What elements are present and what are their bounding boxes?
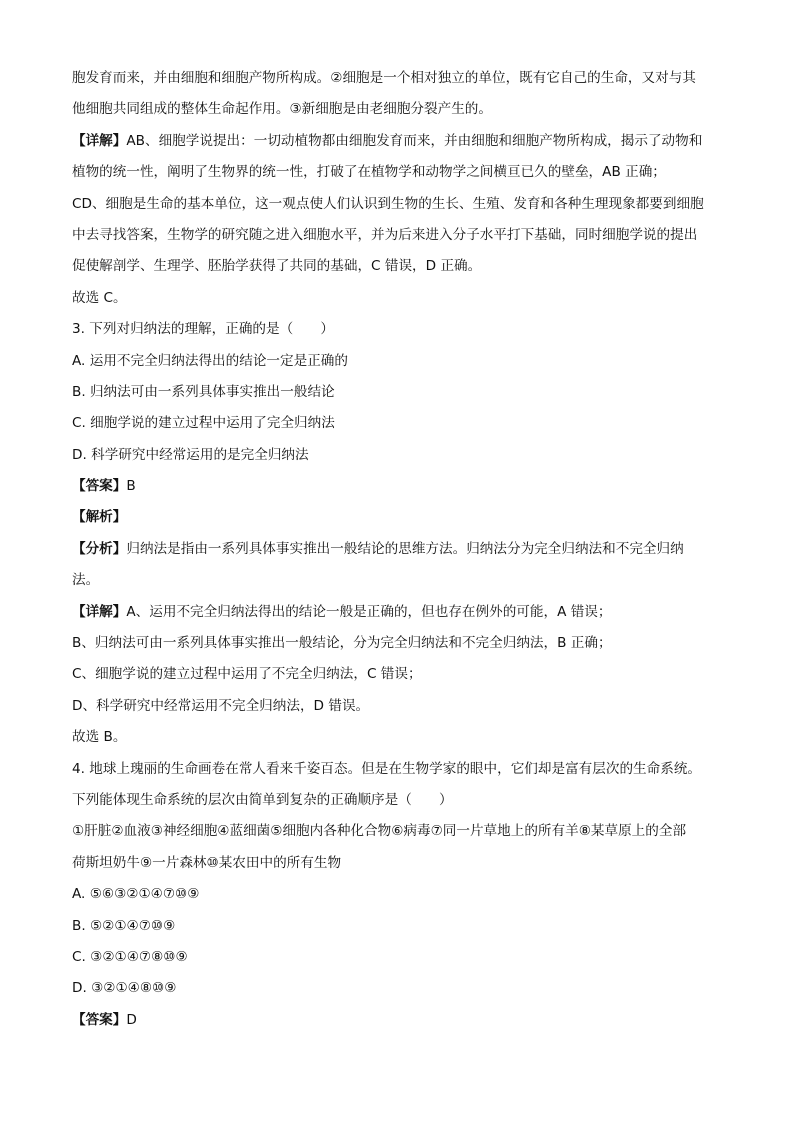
option-a bbox=[72, 346, 732, 377]
text-line bbox=[72, 94, 732, 125]
text-line bbox=[72, 848, 732, 879]
text-line bbox=[72, 816, 732, 847]
line-text: D、科学研究中经常运用不完全归纳法，D 错误。 bbox=[72, 697, 370, 714]
text-line bbox=[72, 126, 732, 157]
section-tag: 【详解】 bbox=[72, 603, 127, 620]
option-c bbox=[72, 408, 732, 439]
line-text: 植物的统一性，阐明了生物界的统一性，打破了在植物学和动物学之间横亘已久的壁垒，AB 正确； bbox=[72, 164, 666, 181]
option-b bbox=[72, 911, 732, 942]
section-tag: 【答案】 bbox=[72, 478, 127, 495]
text-line bbox=[72, 565, 732, 596]
line-text: 胞发育而来，并由细胞和细胞产物所构成。②细胞是一个相对独立的单位，既有它自己的生命，又对与其 bbox=[72, 70, 696, 86]
line-text: 法。 bbox=[72, 572, 100, 589]
text-line bbox=[72, 283, 732, 314]
question-stem bbox=[72, 754, 732, 785]
line-text: 归纳法是指由一系列具体事实推出一般结论的思维方法。归纳法分为完全归纳法和不完全归纳 bbox=[126, 540, 684, 557]
section-tag: 【答案】 bbox=[72, 1011, 127, 1028]
line-text: B bbox=[126, 478, 136, 495]
line-text: B. ⑤②①④⑦⑩⑨ bbox=[72, 917, 176, 934]
text-line bbox=[72, 251, 732, 282]
option-a bbox=[72, 879, 732, 910]
line-text: A. 运用不完全归纳法得出的结论一定是正确的 bbox=[72, 352, 348, 369]
line-text: D. ③②①④⑧⑩⑨ bbox=[72, 980, 177, 997]
line-text: CD、细胞是生命的基本单位，这一观点使人们认识到生物的生长、生殖、发育和各种生理现象都要到细胞 bbox=[72, 195, 704, 212]
text-line bbox=[72, 189, 732, 220]
line-text: D. 科学研究中经常运用的是完全归纳法 bbox=[72, 446, 309, 463]
analysis-heading bbox=[72, 502, 732, 533]
line-text: 故选 B。 bbox=[72, 729, 127, 746]
text-line bbox=[72, 628, 732, 659]
line-text: B、归纳法可由一系列具体事实推出一般结论，分为完全归纳法和不完全归纳法，B 正确； bbox=[72, 635, 612, 652]
line-text: AB、细胞学说提出：一切动植物都由细胞发育而来，并由细胞和细胞产物所构成，揭示了动物和 bbox=[126, 132, 703, 149]
line-text: C、细胞学说的建立过程中运用了不完全归纳法，C 错误； bbox=[72, 666, 422, 683]
line-text: 他细胞共同组成的整体生命起作用。③新细胞是由老细胞分裂产生的。 bbox=[72, 101, 492, 118]
section-tag: 【分析】 bbox=[72, 540, 127, 557]
answer-line bbox=[72, 1005, 732, 1036]
section-tag: 【详解】 bbox=[72, 132, 127, 149]
line-text: B. 归纳法可由一系列具体事实推出一般结论 bbox=[72, 383, 335, 400]
answer-line bbox=[72, 471, 732, 502]
line-text: 荷斯坦奶牛⑨一片森林⑩某农田中的所有生物 bbox=[72, 854, 342, 871]
line-text: D bbox=[126, 1011, 137, 1028]
text-line bbox=[72, 157, 732, 188]
document-page bbox=[72, 63, 732, 1036]
text-line bbox=[72, 785, 732, 816]
text-line bbox=[72, 597, 732, 628]
option-c bbox=[72, 942, 732, 973]
line-text: 下列能体现生命系统的层次由简单到复杂的正确顺序是（ ） bbox=[72, 791, 453, 808]
text-line bbox=[72, 691, 732, 722]
line-text: 促使解剖学、生理学、胚胎学获得了共同的基础，C 错误，D 正确。 bbox=[72, 258, 482, 275]
option-b bbox=[72, 377, 732, 408]
line-text: A. ⑤⑥③②①④⑦⑩⑨ bbox=[72, 886, 200, 903]
text-line bbox=[72, 63, 732, 94]
line-text: C. 细胞学说的建立过程中运用了完全归纳法 bbox=[72, 415, 335, 432]
line-text: 中去寻找答案，生物学的研究随之进入细胞水平，并为后来进入分子水平打下基础，同时细胞学说的提出 bbox=[72, 226, 698, 243]
section-tag: 【解析】 bbox=[72, 509, 127, 526]
line-text: A、运用不完全归纳法得出的结论一般是正确的，但也存在例外的可能，A 错误； bbox=[126, 603, 612, 620]
text-line bbox=[72, 534, 732, 565]
line-text: 3. 下列对归纳法的理解，正确的是（ ） bbox=[72, 321, 334, 338]
option-d bbox=[72, 440, 732, 471]
line-text: ①肝脏②血液③神经细胞④蓝细菌⑤细胞内各种化合物⑥病毒⑦同一片草地上的所有羊⑧某草原上的全部 bbox=[72, 823, 687, 840]
text-line bbox=[72, 722, 732, 753]
line-text: C. ③②①④⑦⑧⑩⑨ bbox=[72, 948, 188, 965]
line-text: 4. 地球上瑰丽的生命画卷在常人看来千姿百态。但是在生物学家的眼中，它们却是富有层次的生命系统。 bbox=[72, 760, 702, 777]
question-stem bbox=[72, 314, 732, 345]
text-line bbox=[72, 659, 732, 690]
line-text: 故选 C。 bbox=[72, 289, 127, 306]
option-d bbox=[72, 973, 732, 1004]
text-line bbox=[72, 220, 732, 251]
